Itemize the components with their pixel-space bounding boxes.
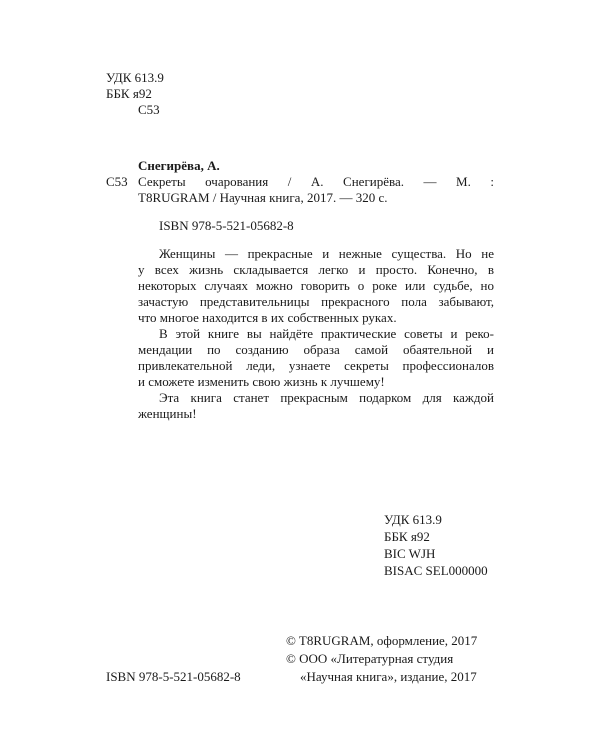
copyright-line-2: © ООО «Литературная студия (286, 651, 454, 666)
copyright-line-3: «Научная книга», издание, 2017 (300, 669, 477, 684)
entry-isbn: ISBN 978-5-521-05682-8 (159, 218, 294, 233)
annotation-line: и сможете изменить свою жизнь к лучшему! (138, 374, 385, 389)
top-bbk: ББК я92 (106, 86, 152, 101)
entry-description (138, 174, 494, 190)
entry-author: Снегирёва, А. (138, 158, 220, 173)
entry-line-2: T8RUGRAM / Научная книга, 2017. — 320 с. (138, 190, 388, 205)
annotation-line: женщины! (138, 406, 197, 421)
annotation-line: В этой книге вы найдёте практические советы и реко- (159, 326, 494, 341)
annotation-line: некоторых случаях можно говорить о роке или судьбе, но (138, 278, 494, 293)
top-author-mark: С53 (138, 102, 160, 117)
annotation-line: зачастую представительницы прекрасного пола забывают, (138, 294, 494, 309)
footer-isbn: ISBN 978-5-521-05682-8 (106, 669, 241, 684)
entry-author-mark: С53 (106, 174, 128, 189)
annotation-line: что многое находится в их собственных руках. (138, 310, 397, 325)
annotation-line: у всех жизнь складывается легко и просто. Конечно, в (138, 262, 494, 277)
annotation-line: Эта книга станет прекрасным подарком для каждой (159, 390, 494, 405)
top-udk: УДК 613.9 (106, 70, 164, 85)
bottom-udk: УДК 613.9 (384, 512, 442, 527)
annotation (138, 246, 494, 422)
bottom-bisac: BISAC SEL000000 (384, 563, 488, 578)
annotation-line: Женщины — прекрасные и нежные существа. Но не (159, 246, 494, 261)
copyright-line-1: © T8RUGRAM, оформление, 2017 (286, 633, 478, 648)
annotation-line: привлекательной леди, узнаете секреты профессионалов (138, 358, 494, 373)
entry-line-1: Секреты очарования / А. Снегирёва. — М. : (138, 174, 494, 189)
bottom-bic: BIC WJH (384, 546, 436, 561)
annotation-line: мендации по созданию образа самой обаятельной и (138, 342, 494, 357)
bottom-bbk: ББК я92 (384, 529, 430, 544)
